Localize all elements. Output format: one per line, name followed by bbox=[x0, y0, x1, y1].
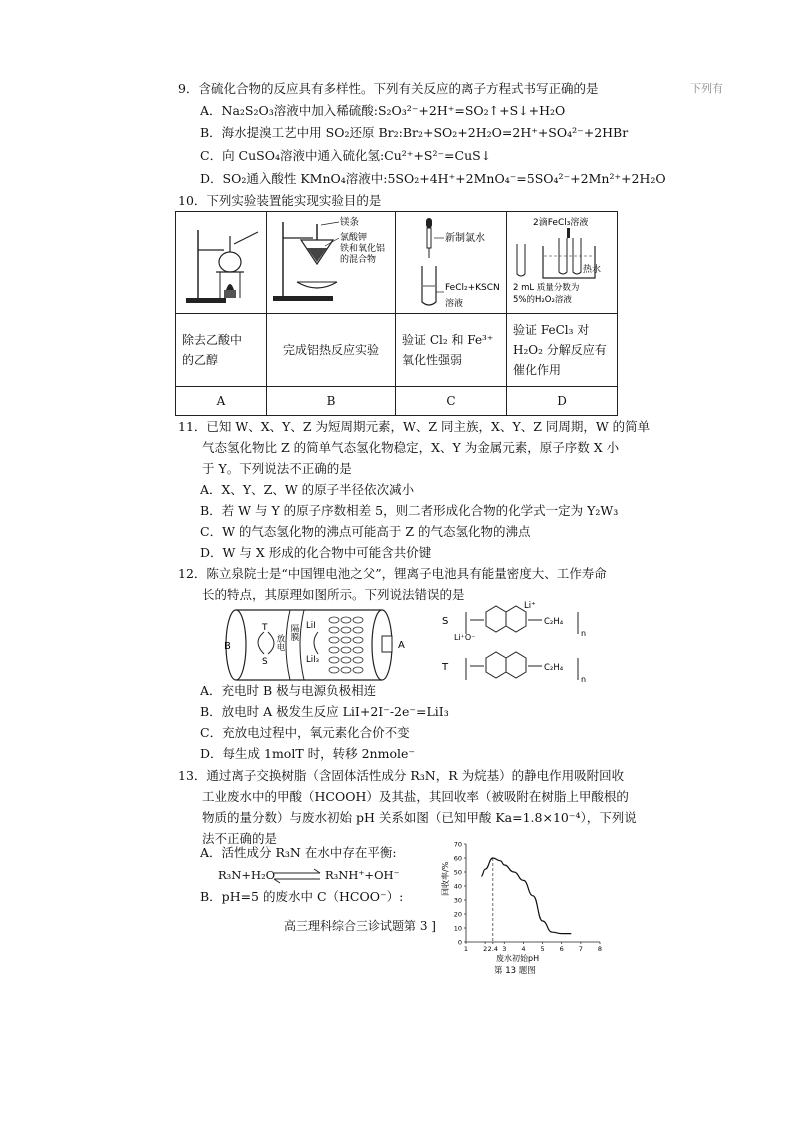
q11-stem-2: 气态氢化物比 Z 的简单气态氢化物稳定，X、Y 为金属元素，原子序数 X 小 bbox=[202, 440, 620, 455]
q11-option-b: B．若 W 与 Y 的原子序数相差 5，则二者形成化合物的化学式一定为 Y₂W₃ bbox=[200, 503, 619, 518]
q12-stem-1: 12．陈立泉院士是“中国锂电池之父”，锂离子电池具有能量密度大、工作寿命 bbox=[178, 566, 607, 581]
q11-option-d: D．W 与 X 形成的化合物中可能含共价键 bbox=[200, 545, 432, 560]
label-solution: 溶液 bbox=[445, 299, 464, 309]
q13-stem-2: 工业废水中的甲酸（HCOOH）及其盐，其回收率（被吸附在树脂上甲酸根的 bbox=[202, 789, 629, 804]
q13-stem-3: 物质的量分数）与废水初始 pH 关系如图（已知甲酸 Ka=1.8×10⁻⁴），下列说 bbox=[202, 810, 637, 825]
desc-b-line1: 完成铝热反应实验 bbox=[282, 343, 379, 357]
catalysis-figure bbox=[507, 212, 617, 310]
n-label-t: n bbox=[581, 675, 587, 684]
label-c: C bbox=[396, 387, 507, 416]
label-hot-water: 热水 bbox=[583, 265, 602, 275]
fig-b-cell bbox=[267, 212, 396, 314]
electrode-b-label: B bbox=[224, 641, 231, 652]
q10-stem: 10．下列实验装置能实现实验目的是 bbox=[178, 193, 382, 208]
x-tick-label: 3 bbox=[502, 945, 507, 953]
q13-option-a: A．活性成分 R₃N 在水中存在平衡: bbox=[200, 845, 397, 860]
equilibrium-arrow-icon bbox=[272, 868, 324, 884]
x-tick-label: 6 bbox=[559, 945, 564, 953]
desc-d bbox=[507, 314, 618, 387]
q9-aside: 下列有 bbox=[690, 82, 723, 95]
q10-table bbox=[175, 211, 618, 416]
label-fecl3-drops: 2滴FeCl₃溶液 bbox=[533, 218, 589, 228]
n-label-s: n bbox=[581, 629, 587, 638]
q9-option-a: A．Na₂S₂O₃溶液中加入稀硫酸:S₂O₃²⁻+2H⁺=SO₂↑+S↓+H₂O bbox=[200, 103, 566, 118]
desc-a-line1: 除去乙酸中 bbox=[182, 333, 243, 347]
q11-stem-3: 于 Y。下列说法不正确的是 bbox=[202, 461, 352, 476]
chart-title: 第 13 题图 bbox=[494, 966, 536, 976]
desc-a bbox=[176, 314, 267, 387]
desc-c-line2: 氧化性强弱 bbox=[402, 353, 463, 367]
q11-stem-1: 11．已知 W、X、Y、Z 为短周期元素，W、Z 同主族，X、Y、Z 同周期，W 的简单 bbox=[178, 419, 651, 434]
structure-diagram bbox=[440, 600, 600, 688]
q9-option-d: D．SO₂通入酸性 KMnO₄溶液中:5SO₂+4H⁺+2MnO₄⁻=5SO₄²⁻+2Mn²⁺+2H₂O bbox=[200, 171, 666, 186]
q9-stem: 9．含硫化合物的反应具有多样性。下列有关反应的离子方程式书写正确的是 bbox=[178, 81, 599, 96]
chart-xlabel: 废水初始pH bbox=[496, 954, 540, 963]
q12-option-c: C．充放电过程中，氧元素化合价不变 bbox=[200, 725, 410, 740]
x-tick-label: 7 bbox=[578, 945, 583, 953]
thermite-apparatus-figure bbox=[267, 212, 395, 310]
desc-b bbox=[267, 314, 396, 387]
q12-option-d: D．每生成 1molT 时，转移 2nmole⁻ bbox=[200, 746, 415, 761]
dropper-testtube-figure bbox=[396, 212, 506, 310]
y-tick-label: 30 bbox=[453, 896, 462, 905]
q13-stem-1: 13．通过离子交换树脂（含固体活性成分 R₃N，R 为烷基）的静电作用吸附回收 bbox=[178, 768, 625, 783]
q13-stem-4: 法不正确的是 bbox=[202, 831, 278, 846]
equilibrium-right: R₃NH⁺+OH⁻ bbox=[325, 868, 400, 882]
y-tick-label: 70 bbox=[453, 840, 462, 849]
label-chlorine-water: 新制氯水 bbox=[445, 233, 485, 244]
q13-option-b: B．pH=5 的废水中 C（HCOO⁻）: bbox=[200, 889, 404, 904]
y-tick-label: 0 bbox=[457, 938, 462, 947]
electrode-a-label: A bbox=[398, 640, 405, 651]
desc-d-line1: 验证 FeCl₃ 对 bbox=[513, 323, 590, 337]
label-kclo3: 氯酸钾 bbox=[340, 233, 368, 243]
q11-option-c: C．W 的气态氢化物的沸点可能高于 Z 的气态氢化物的沸点 bbox=[200, 524, 531, 539]
fig-c-cell bbox=[396, 212, 507, 314]
fig-a-cell bbox=[176, 212, 267, 314]
desc-c-line1: 验证 Cl₂ 和 Fe³⁺ bbox=[402, 333, 494, 347]
x-tick-label: 5 bbox=[540, 945, 545, 953]
label-h2o2-note-2: 5%的H₂O₂溶液 bbox=[513, 295, 572, 305]
desc-a-line2: 的乙醇 bbox=[182, 353, 219, 367]
q12-option-b: B．放电时 A 极发生反应 LiI+2I⁻-2e⁻=LiI₃ bbox=[200, 704, 449, 719]
label-magnesium: 镁条 bbox=[340, 217, 360, 228]
y-tick-label: 50 bbox=[453, 868, 462, 877]
label-fe-al2o3: 铁和氧化铝 bbox=[340, 244, 386, 254]
label-fecl2-kscn: FeCl₂+KSCN bbox=[445, 283, 500, 293]
c2h4-label-t: C₂H₄ bbox=[544, 663, 564, 673]
x-tick-label: 2.4 bbox=[487, 945, 498, 953]
discharge-label: 放电 bbox=[275, 634, 285, 651]
desc-c bbox=[396, 314, 507, 387]
lii3-label: LiI₃ bbox=[306, 655, 320, 665]
c2h4-label-s: C₂H₄ bbox=[544, 617, 564, 627]
chart-ylabel: 回收率/% bbox=[441, 861, 450, 896]
desc-d-line3: 催化作用 bbox=[513, 363, 562, 377]
x-tick-label: 1 bbox=[463, 945, 469, 953]
y-tick-label: 20 bbox=[453, 910, 462, 919]
equilibrium-left: R₃N+H₂O bbox=[218, 868, 276, 882]
label-a: A bbox=[176, 387, 267, 416]
recovery-curve bbox=[481, 858, 571, 934]
label-d: D bbox=[507, 387, 618, 416]
label-h2o2-note-1: 2 mL 质量分数为 bbox=[513, 283, 580, 293]
y-tick-label: 40 bbox=[453, 882, 462, 891]
structure-s-label: S bbox=[442, 616, 449, 627]
li-plus-label: Li⁺ bbox=[524, 601, 536, 611]
lii-label: LiI bbox=[306, 621, 316, 631]
fig-d-cell bbox=[507, 212, 618, 314]
recovery-rate-chart bbox=[440, 836, 610, 986]
y-tick-label: 10 bbox=[453, 924, 462, 933]
battery-diagram bbox=[222, 602, 412, 684]
membrane-label: 隔膜 bbox=[289, 624, 299, 641]
structure-t-label: T bbox=[442, 662, 449, 673]
q9-option-c: C．向 CuSO₄溶液中通入硫化氢:Cu²⁺+S²⁻=CuS↓ bbox=[200, 148, 492, 163]
x-tick-label: 8 bbox=[597, 945, 603, 953]
q9-option-b: B．海水提溴工艺中用 SO₂还原 Br₂:Br₂+SO₂+2H₂O=2H⁺+SO₄²⁻+2HBr bbox=[200, 125, 629, 140]
q11-option-a: A．X、Y、Z、W 的原子半径依次减小 bbox=[200, 482, 415, 497]
label-b: B bbox=[267, 387, 396, 416]
species-t-label: T bbox=[262, 623, 268, 633]
label-mixture: 的混合物 bbox=[340, 255, 377, 265]
page-footer: 高三理科综合三诊试题第 3 ] bbox=[284, 919, 436, 933]
x-tick-label: 4 bbox=[521, 945, 526, 953]
x-tick-label: 2 bbox=[483, 945, 488, 953]
li-o-label: Li⁺O⁻ bbox=[454, 633, 476, 642]
species-s-label: S bbox=[262, 657, 268, 667]
y-tick-label: 60 bbox=[453, 854, 462, 863]
q12-option-a: A．充电时 B 极与电源负极相连 bbox=[200, 683, 377, 698]
desc-d-line2: H₂O₂ 分解反应有 bbox=[513, 343, 607, 357]
distillation-apparatus-figure bbox=[176, 212, 266, 310]
q12-stem-2: 长的特点，其原理如图所示。下列说法错误的是 bbox=[202, 587, 465, 602]
